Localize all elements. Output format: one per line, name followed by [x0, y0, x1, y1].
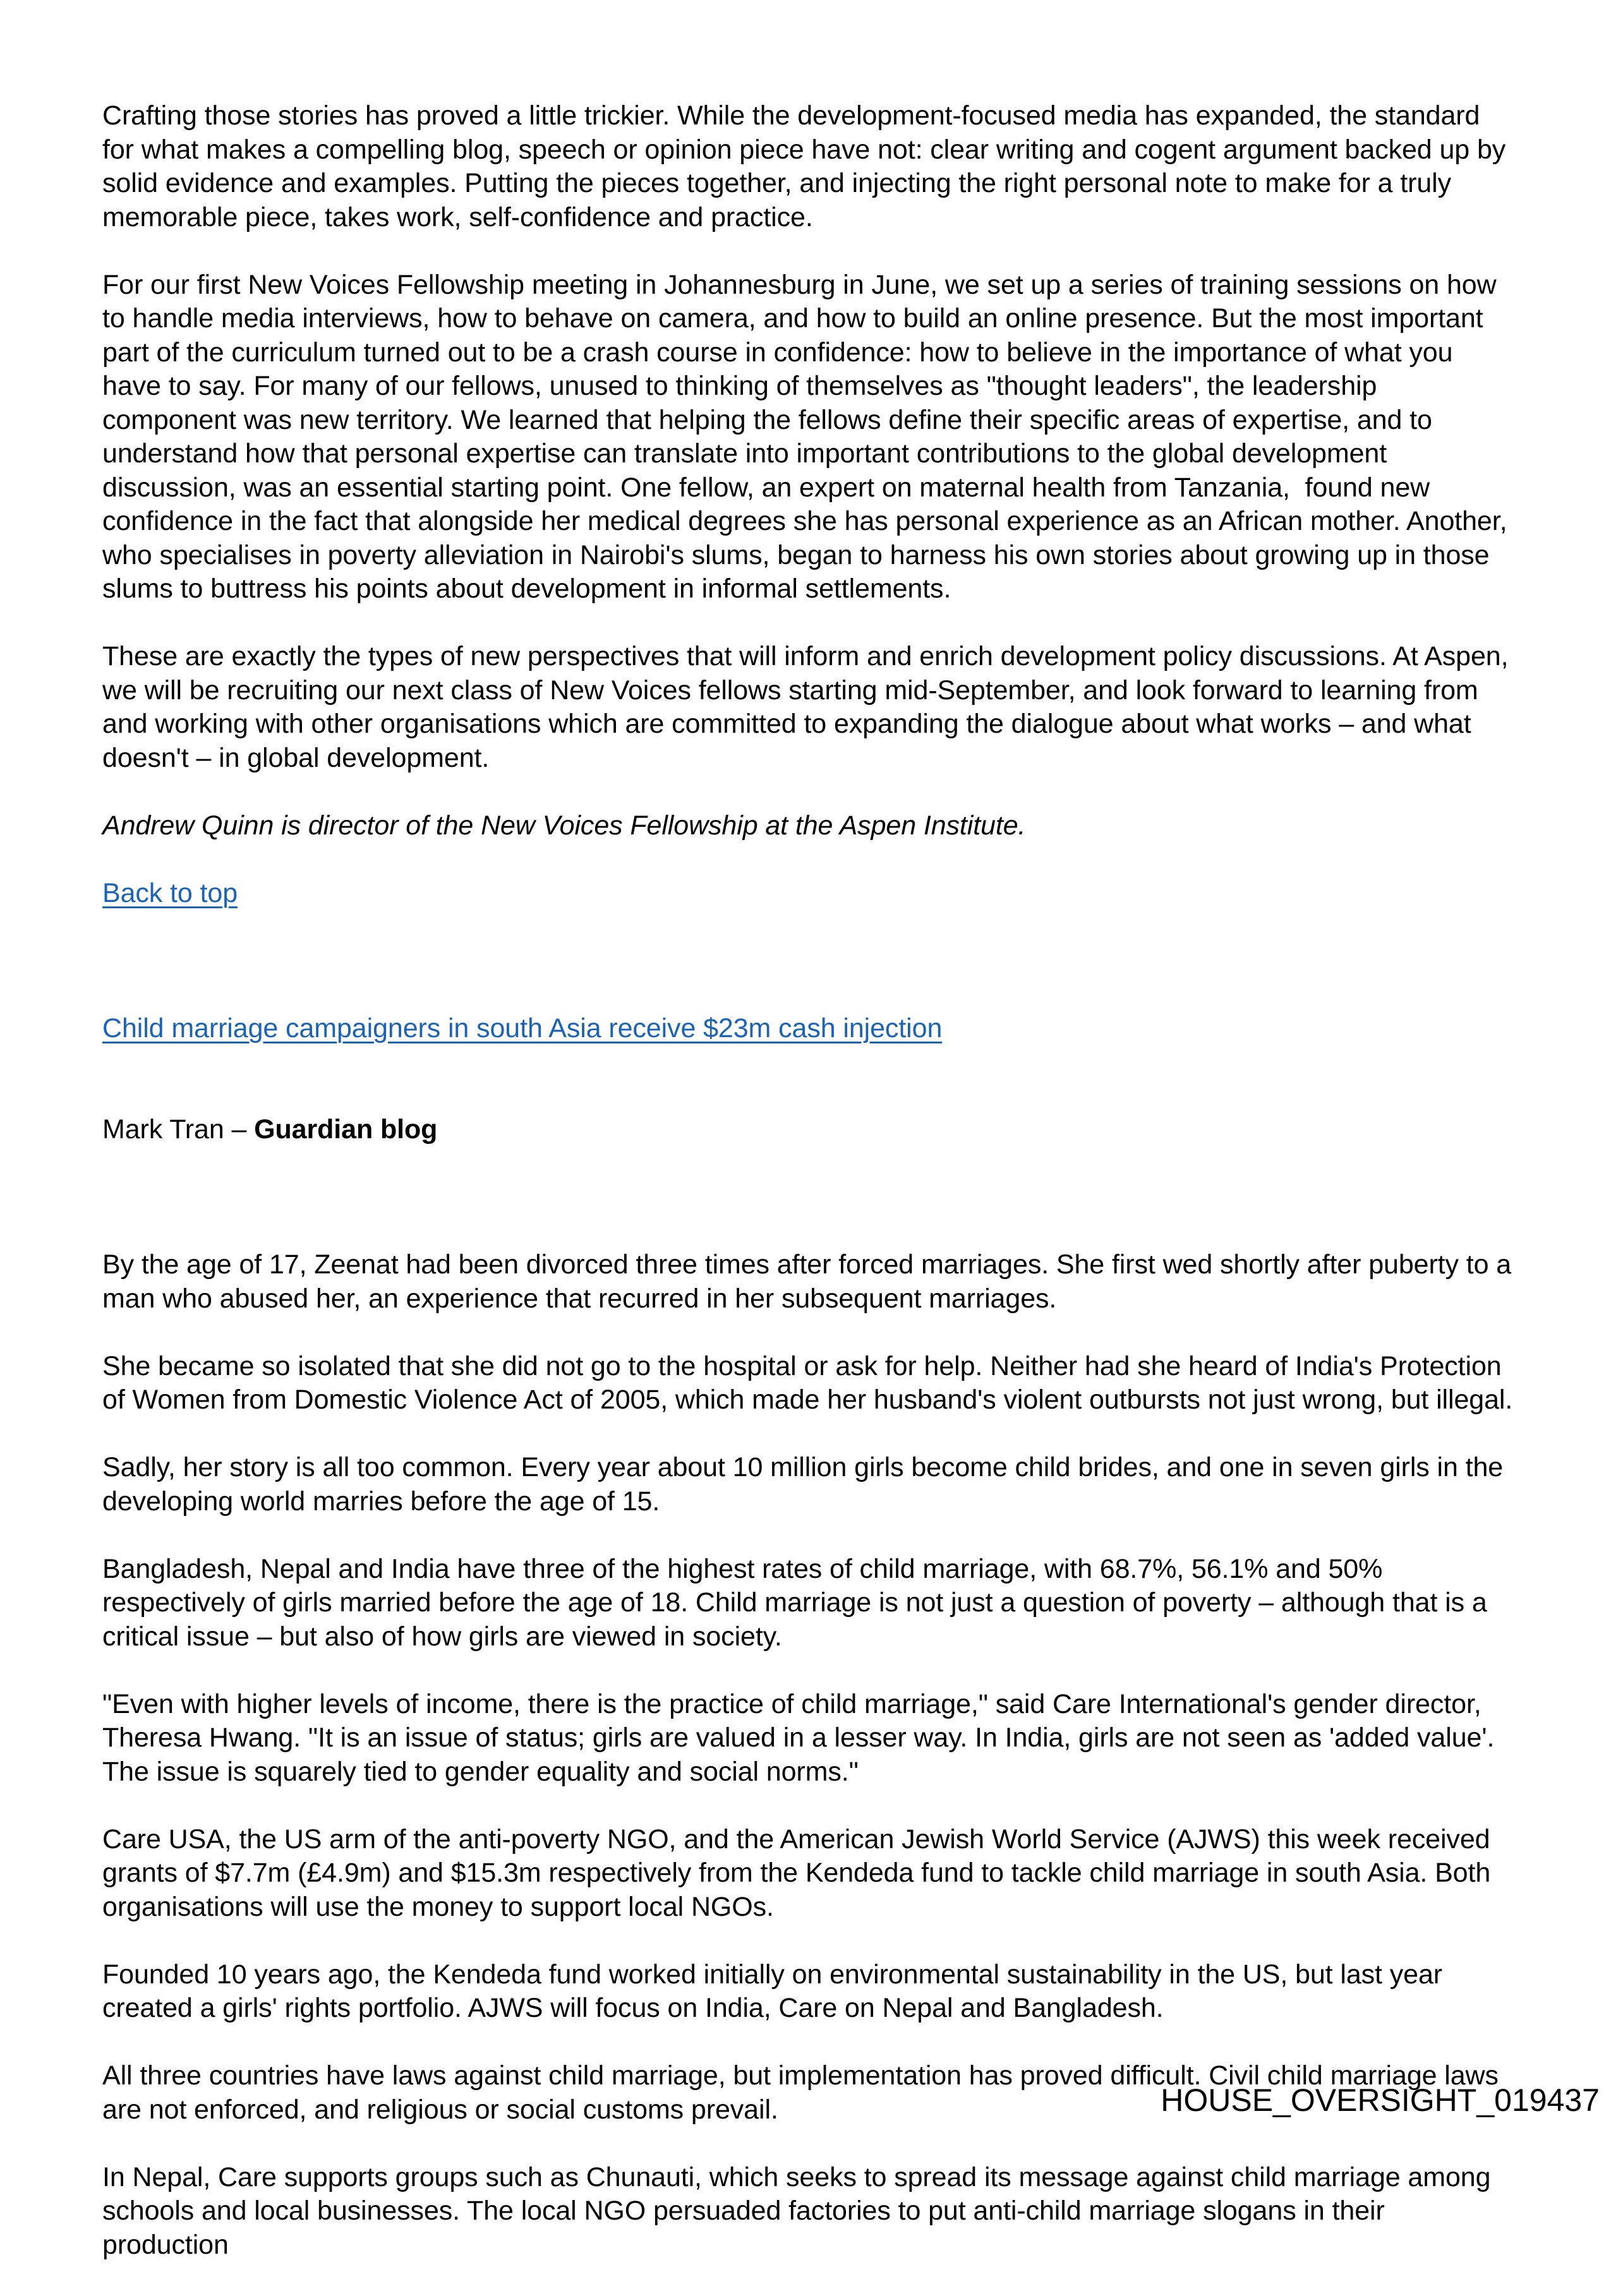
article-headline-link[interactable]: Child marriage campaigners in south Asia receive $23m cash injection [102, 1013, 943, 1043]
paragraph: These are exactly the types of new perspectives that will inform and enrich development policy discussions. At Aspen, we will be recruiting our next class of New Voices fellows starting mid-September, and look forward to learning from and working with other organisations which are committed to expanding the dialogue about what works – and what doesn't – in global development. [102, 641, 1516, 773]
paragraph: In Nepal, Care supports groups such as Chunauti, which seeks to spread its message against child marriage among schools and local businesses. The local NGO persuaded factories to put anti-child marriage slogans in their production [102, 2161, 1499, 2260]
back-to-top-link[interactable]: Back to top [102, 877, 238, 908]
paragraph: Bangladesh, Nepal and India have three of the highest rates of child marriage, with 68.7%, 56.1% and 50% respectively of girls married before the age of 18. Child marriage is not just a question of poverty – although that is a critical issue – but also of how girls are viewed in society. [102, 1553, 1495, 1652]
paragraph: Care USA, the US arm of the anti-poverty NGO, and the American Jewish World Service (AJWS) this week received grants of $7.7m (£4.9m) and $15.3m respectively from the Kendeda fund to tackle child marriage in south Asia. Both organisations will use the money to support local NGOs. [102, 1824, 1498, 1922]
byline-author: Mark Tran – [102, 1114, 255, 1145]
paragraph: Founded 10 years ago, the Kendeda fund worked initially on environmental sustainability in the US, but last year created a girls' rights portfolio. AJWS will focus on India, Care on Nepal and Bangladesh. [102, 1959, 1450, 2023]
author-note: Andrew Quinn is director of the New Voices Fellowship at the Aspen Institute. [102, 810, 1026, 841]
paragraph: All three countries have laws against child marriage, but implementation has proved difficult. Civil child marriage laws are not enforced, and religious or social customs prevail. [102, 2060, 1506, 2125]
document-body [102, 99, 1517, 2296]
article-header [102, 944, 1517, 1215]
paragraph: For our first New Voices Fellowship meeting in Johannesburg in June, we set up a series of training sessions on how to handle media interviews, how to behave on camera, and how to build an online presence. But the most important part of the curriculum turned out to be a crash course in confidence: how to believe in the importance of what you have to say. For many of our fellows, unused to thinking of themselves as "thought leaders", the leadership component was new territory. We learned that helping the fellows define their specific areas of expertise, and to understand how that personal expertise can translate into important contributions to the global development discussion, was an essential starting point. One fellow, an expert on maternal health from Tanzania, found new confidence in the fact that alongside her medical degrees she has personal experience as an African mother. Another, who specialises in poverty alleviation in Nairobi's slums, began to harness his own stories about growing up in those slums to buttress his points about development in informal settlements. [102, 269, 1515, 604]
bates-stamp: HOUSE_OVERSIGHT_019437 [1161, 2083, 1600, 2118]
headline-row [102, 1012, 1517, 1046]
paragraph: She became so isolated that she did not go to the hospital or ask for help. Neither had she heard of India's Protection of Women from Domestic Violence Act of 2005, which made her husband's violent outbursts not just wrong, but illegal. [102, 1350, 1513, 1415]
byline-source: Guardian blog [254, 1114, 438, 1145]
paragraph: Sadly, her story is all too common. Every year about 10 million girls become child brides, and one in seven girls in the developing world marries before the age of 15. [102, 1452, 1511, 1517]
paragraph: "Even with higher levels of income, there is the practice of child marriage," said Care International's gender director, Theresa Hwang. "It is an issue of status; girls are valued in a lesser way. In India, girls are not seen as 'added value'. The issue is squarely tied to gender equality and social norms." [102, 1688, 1502, 1787]
paragraph: Crafting those stories has proved a little trickier. While the development-focused media has expanded, the standard for what makes a compelling blog, speech or opinion piece have not: clear writing and cogent argument backed up by solid evidence and examples. Putting the pieces together, and injecting the right personal note to make for a truly memorable piece, takes work, self-confidence and practice. [102, 100, 1514, 232]
back-to-top-row [102, 877, 1517, 911]
paragraph: By the age of 17, Zeenat had been divorced three times after forced marriages. She first wed shortly after puberty to a man who abused her, an experience that recurred in her subsequent marriages. [102, 1249, 1519, 1314]
byline [102, 1113, 1517, 1147]
